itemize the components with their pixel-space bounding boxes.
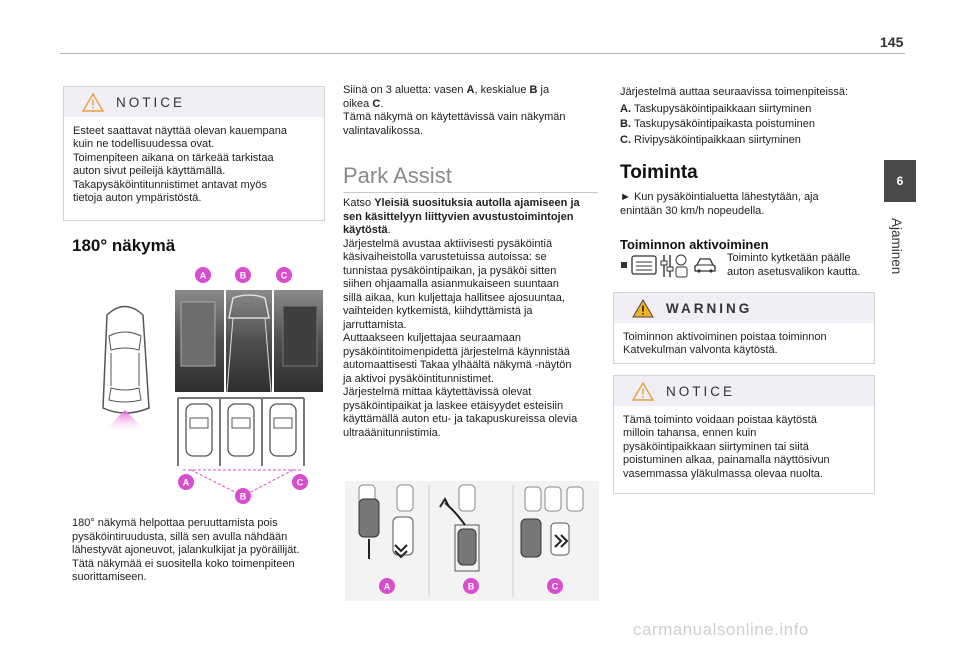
park-assist-body [343,197,601,440]
zone-a-badge [195,267,211,283]
header-rule [60,53,905,54]
zones-intro [343,84,598,138]
notice-header [614,376,874,406]
body-line: ultraäänitunnistimia. [343,426,441,439]
maneuver-b-label: B [467,581,475,592]
notice-line: kuin ne todellisuudessa ovat. [73,138,215,151]
zone-a-label: A [199,270,207,281]
warning-triangle-icon [632,382,654,401]
park-assist-title: Park Assist [343,163,452,188]
warning-line: Toiminnon aktivoiminen poistaa toiminnon [623,331,827,343]
body-line: Järjestelmä avustaa aktiivisesti pysäköintiä [343,237,553,250]
detection-line [243,470,293,496]
notice-title: NOTICE [116,94,186,110]
step-text [620,191,882,218]
car-outline-icon [693,256,717,274]
intro-zone-a: A [466,84,475,96]
settings-menu-icon [620,254,658,276]
page-number: 145 [880,34,904,50]
dot: . [387,224,391,236]
zone-c-badge-bottom [292,474,308,490]
notice-line: Toimenpiteen aikana on tärkeää tarkistaa [73,151,274,164]
body-line: tunnistaa pysäköintipaikan, ja pysäköi sitten [343,264,557,277]
maneuver-b-badge [463,578,479,594]
reference-link[interactable]: sen käsittelyyn liittyvien avustustoimintojen [343,210,574,223]
activation-line: auton asetusvalikon kautta. [727,265,861,278]
body-line: käyttämällä auton etu- ja takapuskureissa olevia [343,413,578,425]
chapter-label: Ajaminen [889,218,904,275]
notice-header [64,87,324,117]
reference-link[interactable]: Yleisiä suosituksia autolla ajamiseen ja [374,197,580,209]
notice-box [63,86,325,221]
notice-line: tietoja auton ympäristöstä. [73,192,202,205]
notice-text [614,406,874,488]
zone-a-label: A [182,477,190,488]
step-line: ► Kun pysäköintialuetta lähestytään, aja [620,191,819,203]
parking-slots [178,398,304,466]
activation-text [727,252,877,279]
section-heading-180: 180° näkymä [72,236,176,255]
step-line: enintään 30 km/h nopeudella. [620,204,765,217]
zone-c-label: C [296,477,304,488]
zone-b-badge [235,267,251,283]
warning-triangle-icon [82,93,104,112]
intro-zone-c: C [372,97,381,110]
desc-line: 180° näkymä helpottaa peruuttamista pois [72,517,278,529]
maneuver-c-label: C [551,581,559,592]
body-line: käsivaiheistolla varustetuissa autoissa: se [343,251,547,263]
park-assist-rule [343,192,598,193]
item-key: B. [620,118,631,130]
item-text: Rivipysäköintipaikkaan siirtyminen [634,133,801,146]
camera-screen [175,290,323,392]
body-line: Järjestelmä mittaa käytettävissä olevat [343,386,532,398]
activation-line: Toiminto kytketään päälle [727,252,851,264]
maneuver-a-label: A [383,581,391,592]
watermark: carmanualsonline.info [633,620,809,639]
body-line: Auttaakseen kuljettajaa seuraamaan [343,332,521,344]
body-line: jarruttamista. [343,318,407,331]
desc-line: Tätä näkymää ei suositella koko toimenpiteen [72,557,295,570]
body-line: automaattisesti Takaa ylhäältä näkymä -näytön [343,359,572,371]
item-text: Taskupysäköintipaikkaan siirtyminen [634,102,812,115]
notice-line: Tämä toiminto voidaan poistaa käytöstä [623,414,817,426]
warning-header [614,293,874,323]
item-key: C. [620,133,631,146]
desc-line: pysäköintiruudusta, sillä sen avulla nähdään [72,530,288,543]
body-line: pysäköintipaikat ja laskee etäisyydet esteisiin [343,399,564,412]
intro-text: . [380,97,384,110]
car-top-view [103,307,149,414]
section-heading-toiminta: Toiminta [620,162,698,183]
notice-line: Esteet saattavat näyttää olevan kauempana [73,125,288,137]
notice-line: pysäköintipaikkaan siirtyminen tai siitä [623,440,809,453]
body-line: ja aktivoi pysäköintitunnistimet. [343,372,495,385]
body-line: sillä aikaa, kun kuljettaja hallitsee ajosuuntaa, [343,291,565,304]
zone-a-badge-bottom [178,474,194,490]
body-line: siihen ohjaamalla asianmukaiseen suuntaan [343,278,559,290]
parking-maneuvers-diagram [345,481,599,601]
intro-text: oikea [343,97,373,110]
intro-text: , keskialue [474,84,530,96]
operation-item [620,103,882,117]
notice-title: NOTICE [666,383,736,399]
desc-line: suorittamiseen. [72,571,147,583]
body-line: pysäköintitoimenpidettä järjestelmä käynnistää [343,345,570,358]
driving-assist-icon [660,253,688,279]
warning-box [613,292,875,364]
camera-view-cone [85,410,165,450]
zone-c-label: C [280,270,288,281]
detection-line [191,470,243,496]
notice-line: Takapysäköintitunnistimet antavat myös [73,178,267,191]
intro-text: Tämä näkymä on käytettävissä vain näkymän [343,111,566,123]
notice-line: poistuminen alkaa, painamalla näyttösivun [623,454,830,467]
chapter-tab[interactable]: 6 [884,160,916,202]
intro-text: valintavalikossa. [343,124,424,137]
intro-zone-b: B [529,84,538,96]
zone-b-badge-bottom [235,488,251,504]
intro-text: ja [537,84,550,96]
desc-line: lähestyvät ajoneuvot, jalankulkijat ja pyöräilijät. [72,544,300,556]
body-line: vaihteiden kytkemistä, kiihdyttämistä ja [343,305,533,317]
warning-title: WARNING [666,300,753,316]
katso-text: Katso [343,197,375,209]
reference-link[interactable]: käytöstä [343,224,388,236]
maneuver-c-badge [547,578,563,594]
zone-b-label: B [239,270,247,281]
intro-text: Siinä on 3 aluetta: vasen [343,84,467,96]
notice-line: auton sivut peileijä käyttämällä. [73,165,226,178]
warning-text [614,323,874,365]
operation-item [620,134,882,148]
maneuver-a-badge [379,578,395,594]
view-180-illustration [65,258,327,508]
zone-b-label: B [239,491,247,502]
notice-line: vasemmassa yläkulmassa olevaa nuolta. [623,467,823,480]
operation-item [620,118,882,132]
intro-line: Järjestelmä auttaa seuraavissa toimenpiteissä: [620,86,849,98]
notice-line: milloin tahansa, ennen kuin [623,427,757,440]
warning-triangle-icon [632,299,654,318]
warning-line: Katvekulman valvonta käytöstä. [623,344,778,357]
view-180-description [72,517,327,585]
zone-c-badge [276,267,292,283]
item-key: A. [620,102,631,115]
activation-heading: Toiminnon aktivoiminen [620,237,769,252]
notice-box [613,375,875,494]
item-text: Taskupysäköintipaikasta poistuminen [634,118,815,130]
notice-text [64,117,324,212]
operations-intro [620,86,882,147]
